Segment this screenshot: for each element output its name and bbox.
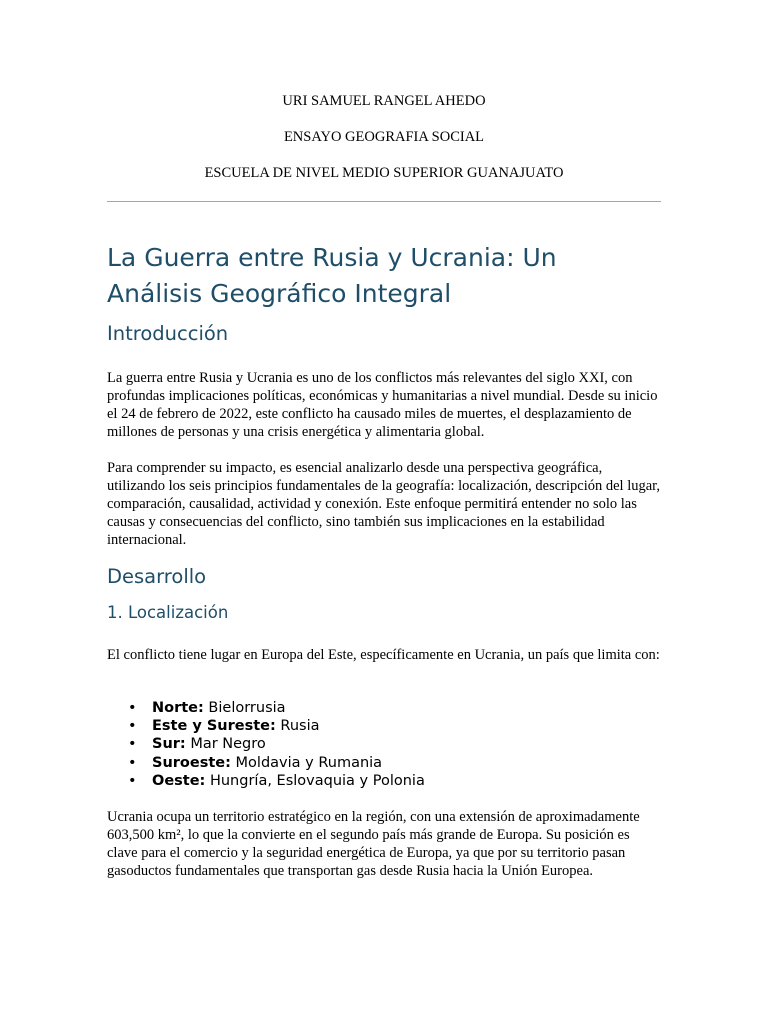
border-country: Hungría, Eslovaquia y Polonia [209, 772, 425, 789]
border-country: Bielorrusia [208, 700, 286, 716]
bullet-icon: • [128, 754, 137, 771]
localization-paragraph-1: El conflicto tiene lugar en Europa del Este, específicamente en Ucrania, un país que limita con: [107, 647, 660, 663]
bullet-icon: • [128, 772, 137, 789]
borders-list [107, 699, 425, 790]
bullet-icon: • [128, 700, 137, 716]
intro-paragraph-2: Para comprender su impacto, es esencial analizarlo desde una perspectiva geográfica, utilizando los seis principios fundamentales de la geografía: localización, descripción del lugar, comparación, causalidad, actividad y conexión. Este enfoque permitirá entender no solo las causas y consecuencias del conflicto, sino también sus implicaciones en la estabilidad internacional. [107, 460, 661, 548]
bullet-icon: • [128, 718, 137, 735]
list-item [107, 699, 425, 717]
intro-heading: Introducción [107, 322, 229, 345]
border-country: Rusia [280, 718, 320, 735]
border-direction: Sur: [152, 736, 186, 753]
header-divider [107, 201, 661, 202]
title-line-1: La Guerra entre Rusia y Ucrania: Un [107, 243, 557, 272]
title-line-2: Análisis Geográfico Integral [107, 279, 452, 308]
essay-subject: ENSAYO GEOGRAFIA SOCIAL [283, 129, 485, 145]
list-item [107, 772, 425, 790]
border-direction: Suroeste: [152, 754, 231, 771]
school-name: ESCUELA DE NIVEL MEDIO SUPERIOR GUANAJUATO [204, 165, 564, 181]
border-direction: Norte: [152, 700, 204, 716]
list-item [107, 735, 425, 753]
document-title [107, 240, 667, 312]
intro-paragraph-1: La guerra entre Rusia y Ucrania es uno de los conflictos más relevantes del siglo XXI, con profundas implicaciones políticas, económicas y humanitarias a nivel mundial. Desde su inicio el 24 de febrero de 2022, este conflicto ha causado miles de muertes, el desplazamiento de millones de personas y una crisis energética y alimentaria global. [107, 370, 658, 440]
border-country: Mar Negro [190, 736, 266, 753]
list-item [107, 754, 425, 772]
author-name: URI SAMUEL RANGEL AHEDO [282, 93, 486, 109]
border-country: Moldavia y Rumania [235, 754, 383, 771]
development-heading: Desarrollo [107, 565, 207, 588]
localization-heading: 1. Localización [107, 603, 229, 622]
border-direction: Este y Sureste: [152, 718, 276, 735]
bullet-icon: • [128, 736, 137, 753]
localization-paragraph-2: Ucrania ocupa un territorio estratégico en la región, con una extensión de aproximadamente 603,500 km², lo que la convierte en el segundo país más grande de Europa. Su posición es clave para el comercio y la seguridad energética de Europa, ya que por su territorio pasan gasoductos fundamentales que transportan gas desde Rusia hacia la Unión Europea. [107, 809, 640, 879]
list-item [107, 717, 425, 735]
border-direction: Oeste: [152, 772, 206, 789]
